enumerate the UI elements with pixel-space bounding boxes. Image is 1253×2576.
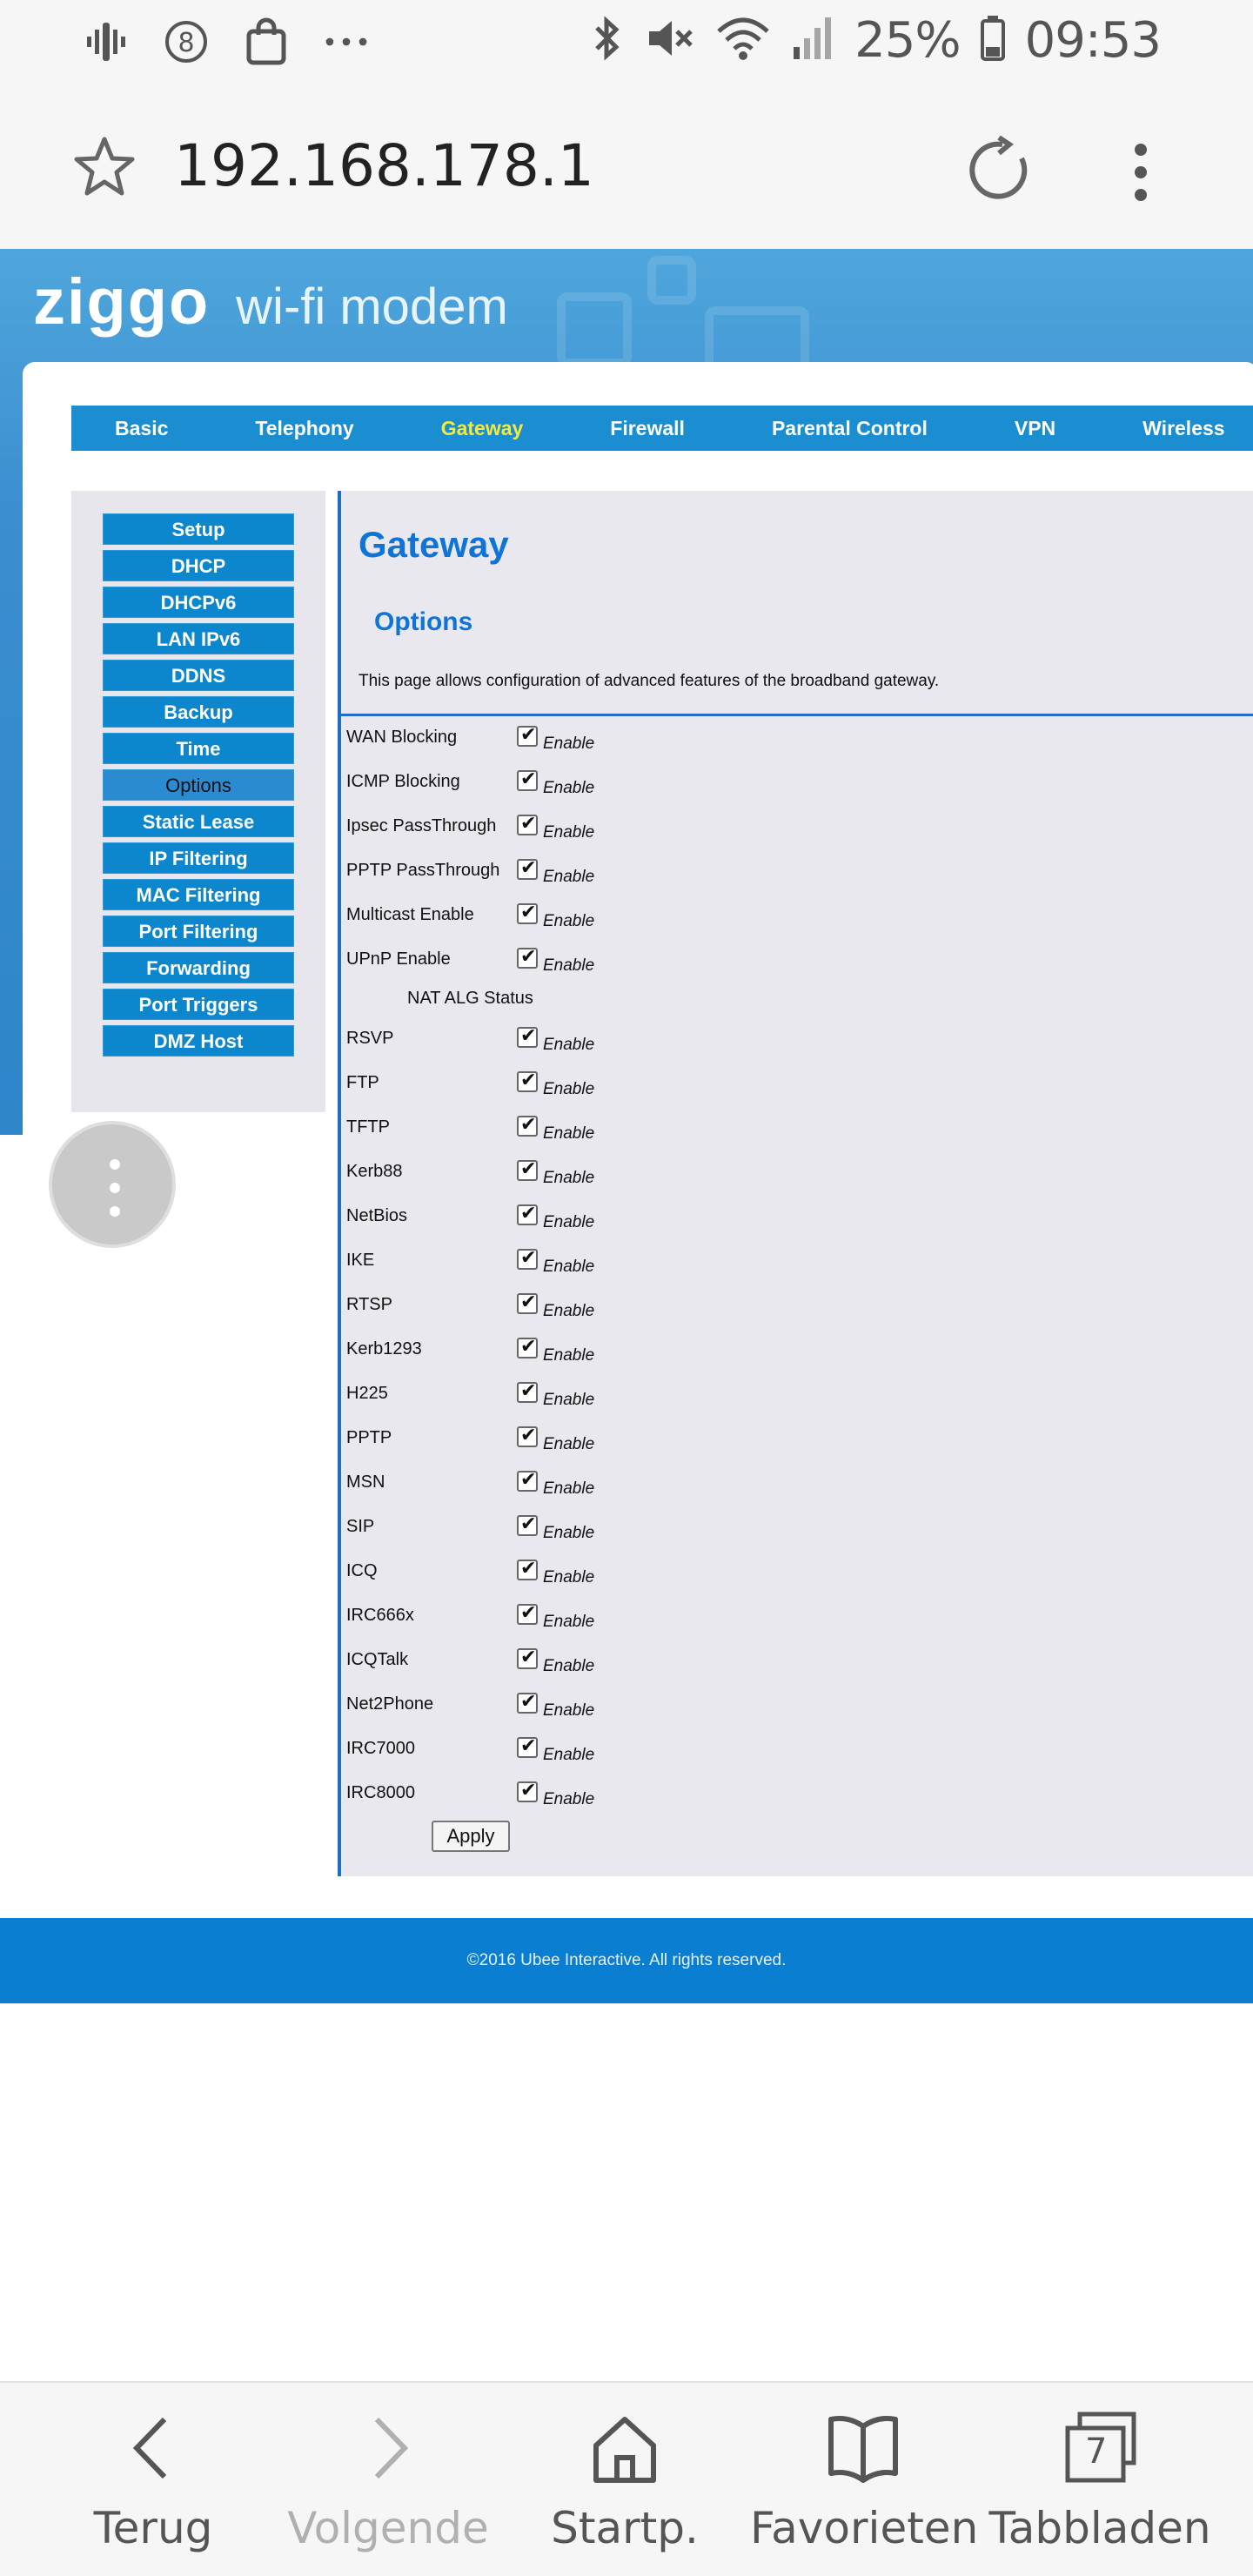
checkbox-ike[interactable] (517, 1249, 538, 1270)
checkbox-ftp[interactable] (517, 1071, 538, 1092)
checkbox-net2phone[interactable] (517, 1693, 538, 1714)
checkbox-enable-label: Enable (543, 1169, 595, 1187)
home-icon (586, 2409, 664, 2487)
nat-alg-header: NAT ALG Status (407, 989, 533, 1008)
option-label: NetBios (346, 1206, 408, 1225)
checkbox-enable-label: Enable (543, 779, 595, 797)
checkbox-enable-label: Enable (543, 1746, 595, 1764)
option-row (346, 944, 868, 984)
brand-name: ziggo (33, 265, 211, 338)
main-panel (23, 362, 1253, 1920)
page-description: This page allows configuration of advanced features of the broadband gateway. (358, 672, 940, 690)
menu-kebab-icon[interactable] (1119, 138, 1163, 207)
option-row (346, 1556, 868, 1596)
copyright-footer: ©2016 Ubee Interactive. All rights reserved. (0, 1918, 1253, 2003)
option-label: Kerb88 (346, 1162, 403, 1181)
forward-label: Volgende (287, 2503, 489, 2553)
checkbox-enable-label: Enable (543, 823, 595, 842)
checkbox-enable-label: Enable (543, 1524, 595, 1542)
option-row (346, 1600, 868, 1640)
checkbox-icqtalk[interactable] (517, 1648, 538, 1669)
checkbox-irc7000[interactable] (517, 1737, 538, 1758)
signal-icon (790, 12, 835, 69)
checkbox-enable-label: Enable (543, 735, 595, 753)
option-row (346, 900, 868, 940)
option-label: ICQ (346, 1561, 378, 1580)
tab-wireless[interactable]: Wireless (1142, 416, 1225, 439)
option-label: Kerb1293 (346, 1339, 422, 1358)
checkbox-icmp-blocking[interactable] (517, 770, 538, 791)
checkbox-enable-label: Enable (543, 1346, 595, 1365)
product-name: wi-fi modem (236, 278, 508, 335)
gateway-content (338, 491, 1253, 1876)
battery-percent: 25% (854, 12, 961, 69)
site-logo (33, 265, 508, 339)
option-label: PPTP (346, 1428, 392, 1447)
option-row (346, 1512, 868, 1552)
option-label: MSN (346, 1472, 385, 1492)
floating-menu-button[interactable] (49, 1121, 176, 1248)
option-row (346, 767, 868, 807)
checkbox-kerb1293[interactable] (517, 1338, 538, 1358)
option-row (346, 1423, 868, 1463)
mute-icon (644, 12, 696, 69)
tab-gateway[interactable]: Gateway (440, 416, 524, 439)
option-row (346, 1112, 868, 1152)
checkbox-enable-label: Enable (543, 912, 595, 930)
checkbox-sip[interactable] (517, 1515, 538, 1536)
sidebar-item-port-filtering[interactable]: Port Filtering (103, 916, 294, 947)
option-row (346, 1734, 868, 1774)
book-icon (824, 2409, 902, 2487)
option-label: UPnP Enable (346, 949, 451, 969)
option-row (346, 722, 868, 762)
option-row (346, 1467, 868, 1507)
more-dots-icon (324, 16, 369, 68)
checkbox-enable-label: Enable (543, 1657, 595, 1675)
sidebar-item-time[interactable]: Time (103, 733, 294, 764)
checkbox-enable-label: Enable (543, 1568, 595, 1587)
option-row (346, 1068, 868, 1108)
option-label: H225 (346, 1384, 388, 1403)
divider (341, 714, 1253, 716)
option-label: RSVP (346, 1029, 394, 1048)
checkbox-tftp[interactable] (517, 1116, 538, 1137)
option-row (346, 1023, 868, 1063)
checkbox-ipsec-passthrough[interactable] (517, 815, 538, 835)
checkbox-msn[interactable] (517, 1471, 538, 1492)
tabs-button[interactable] (987, 2409, 1213, 2553)
sidebar-item-lan-ipv6[interactable]: LAN IPv6 (103, 623, 294, 654)
browser-bottom-bar (0, 2381, 1253, 2576)
sidebar-item-dmz-host[interactable]: DMZ Host (103, 1025, 294, 1057)
tab-basic[interactable]: Basic (115, 416, 169, 439)
status-bar (0, 0, 1253, 87)
shopping-bag-icon (244, 16, 289, 68)
wifi-icon (715, 12, 771, 69)
bookmarks-button[interactable] (750, 2409, 979, 2553)
chevron-left-icon (114, 2409, 192, 2487)
sidebar-item-dhcp[interactable]: DHCP (103, 550, 294, 581)
forward-button[interactable] (275, 2409, 501, 2553)
reload-icon[interactable] (968, 136, 1037, 205)
checkbox-enable-label: Enable (543, 1479, 595, 1498)
checkbox-enable-label: Enable (543, 1790, 595, 1808)
option-row (346, 811, 868, 851)
chevron-right-icon (349, 2409, 427, 2487)
page-title: Gateway (358, 524, 509, 565)
checkbox-enable-label: Enable (543, 1213, 595, 1231)
tab-count: 7 (1085, 2432, 1108, 2472)
option-label: IRC8000 (346, 1783, 415, 1802)
sidebar-item-static-lease[interactable]: Static Lease (103, 806, 294, 837)
option-label: PPTP PassThrough (346, 861, 500, 880)
tab-telephony[interactable]: Telephony (255, 416, 354, 439)
option-label: IRC666x (346, 1606, 414, 1625)
sidebar-item-forwarding[interactable]: Forwarding (103, 952, 294, 983)
top-nav (71, 406, 1253, 451)
svg-text:8: 8 (178, 28, 195, 58)
checkbox-enable-label: Enable (543, 1613, 595, 1631)
option-row (346, 855, 868, 896)
checkbox-h225[interactable] (517, 1382, 538, 1403)
sidebar-item-options[interactable]: Options (103, 769, 294, 801)
option-row (346, 1645, 868, 1685)
web-content (0, 249, 1253, 2003)
option-label: IRC7000 (346, 1739, 415, 1758)
checkbox-kerb88[interactable] (517, 1160, 538, 1181)
checkbox-irc666x[interactable] (517, 1604, 538, 1625)
option-label: FTP (346, 1073, 379, 1092)
option-label: SIP (346, 1517, 375, 1536)
checkbox-enable-label: Enable (543, 956, 595, 975)
sidebar-item-port-triggers[interactable]: Port Triggers (103, 989, 294, 1020)
home-button[interactable] (512, 2409, 738, 2553)
address-bar (0, 87, 1253, 249)
sidebar-item-setup[interactable]: Setup (103, 513, 294, 545)
voicemail-icon (84, 16, 129, 68)
battery-icon (980, 12, 1006, 69)
option-label: Net2Phone (346, 1694, 434, 1714)
checkbox-upnp-enable[interactable] (517, 948, 538, 969)
option-row (346, 1201, 868, 1241)
checkbox-rtsp[interactable] (517, 1293, 538, 1314)
bluetooth-icon (590, 12, 625, 69)
option-row (346, 1290, 868, 1330)
sidebar-item-mac-filtering[interactable]: MAC Filtering (103, 879, 294, 910)
checkbox-enable-label: Enable (543, 1435, 595, 1453)
back-button[interactable] (40, 2409, 266, 2553)
option-row (346, 1245, 868, 1285)
option-label: TFTP (346, 1117, 390, 1137)
tabs-icon (1061, 2409, 1139, 2487)
option-label: ICMP Blocking (346, 772, 460, 791)
sidebar-item-backup[interactable]: Backup (103, 696, 294, 728)
tab-parental-control[interactable]: Parental Control (771, 416, 928, 439)
option-row (346, 1689, 868, 1729)
tab-vpn[interactable]: VPN (1014, 416, 1056, 439)
checkbox-netbios[interactable] (517, 1204, 538, 1225)
decoration (557, 292, 632, 367)
checkbox-enable-label: Enable (543, 1258, 595, 1276)
checkbox-enable-label: Enable (543, 1124, 595, 1143)
sidebar-item-ddns[interactable]: DDNS (103, 660, 294, 691)
checkbox-icq[interactable] (517, 1560, 538, 1580)
tabs-label: Tabbladen (988, 2503, 1211, 2553)
tab-firewall[interactable]: Firewall (610, 416, 685, 439)
apply-button[interactable]: Apply (432, 1821, 510, 1852)
sidebar-item-dhcpv6[interactable]: DHCPv6 (103, 587, 294, 618)
option-label: Multicast Enable (346, 905, 474, 924)
home-label: Startp. (551, 2503, 699, 2553)
checkbox-enable-label: Enable (543, 868, 595, 886)
checkbox-multicast-enable[interactable] (517, 903, 538, 924)
bookmarks-label: Favorieten (750, 2503, 979, 2553)
option-row (346, 1778, 868, 1818)
url-field[interactable]: 192.168.178.1 (174, 132, 594, 199)
checkbox-enable-label: Enable (543, 1701, 595, 1720)
option-label: RTSP (346, 1295, 392, 1314)
checkbox-enable-label: Enable (543, 1036, 595, 1054)
option-label: Ipsec PassThrough (346, 816, 497, 835)
checkbox-wan-blocking[interactable] (517, 726, 538, 747)
option-row (346, 1334, 868, 1374)
checkbox-enable-label: Enable (543, 1391, 595, 1409)
option-label: IKE (346, 1251, 375, 1270)
section-title: Options (374, 607, 473, 636)
notification-8-icon (164, 16, 209, 68)
star-icon[interactable] (70, 132, 139, 202)
left-column (71, 491, 325, 1112)
option-label: WAN Blocking (346, 728, 458, 747)
checkbox-pptp[interactable] (517, 1426, 538, 1447)
sidebar-item-ip-filtering[interactable]: IP Filtering (103, 842, 294, 874)
checkbox-rsvp[interactable] (517, 1027, 538, 1048)
decoration (647, 256, 696, 305)
checkbox-enable-label: Enable (543, 1080, 595, 1098)
checkbox-enable-label: Enable (543, 1302, 595, 1320)
option-label: ICQTalk (346, 1650, 409, 1669)
checkbox-pptp-passthrough[interactable] (517, 859, 538, 880)
checkbox-irc8000[interactable] (517, 1781, 538, 1802)
option-row (346, 1379, 868, 1419)
clock: 09:53 (1024, 12, 1161, 69)
option-row (346, 1157, 868, 1197)
back-label: Terug (93, 2503, 213, 2553)
side-nav (103, 513, 294, 1062)
